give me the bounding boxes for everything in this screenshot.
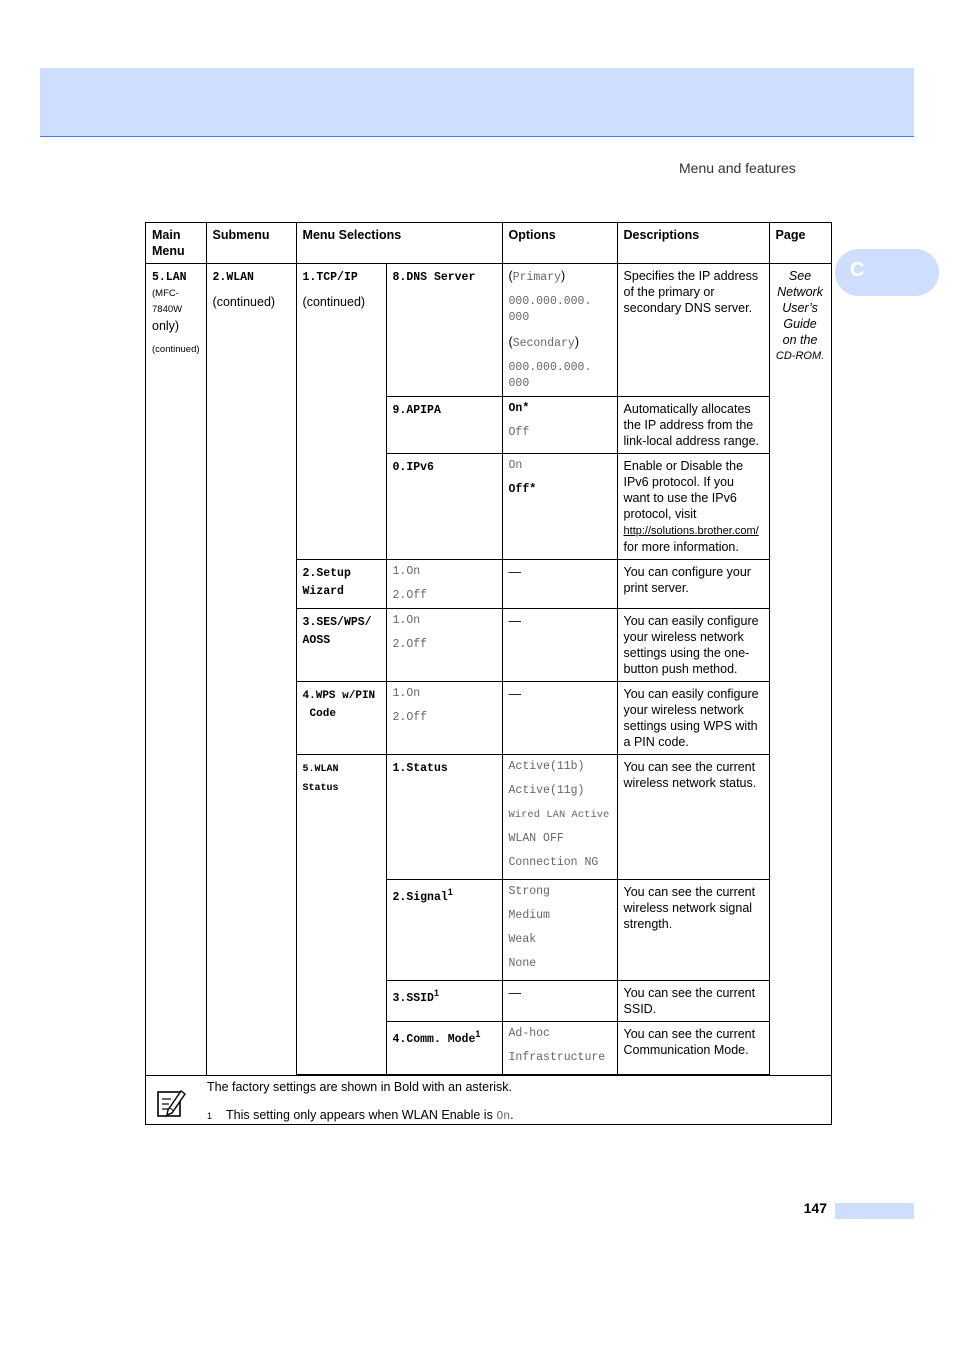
status-option: Active(11b)	[508, 760, 585, 773]
dns-secondary-label: Secondary	[512, 337, 575, 350]
wlan-status-cell	[296, 755, 386, 1075]
setup-wizard-off: 2.Off	[392, 589, 428, 602]
chapter-tab-label: C	[850, 259, 865, 281]
setup-wizard-on: 1.On	[392, 565, 421, 578]
header-band	[40, 68, 914, 137]
tcpip-continued: (continued)	[302, 295, 366, 309]
header-main-menu: Main Menu	[146, 223, 207, 264]
comm-mode-cell	[386, 1022, 502, 1075]
ssid-option: —	[502, 981, 617, 1022]
page-ref-on-the: on the	[782, 333, 818, 347]
ssid-name: 3.SSID	[392, 992, 434, 1006]
dns-server-name: 8.DNS Server	[392, 271, 476, 284]
status-name: 1.Status	[392, 762, 448, 775]
comm-mode-description: You can see the current Communication Mode.	[617, 1022, 769, 1075]
dns-options-cell: (Primary) 000.000.000. 000 (Secondary) 000.000.000. 000	[502, 264, 617, 397]
tcpip-cell	[296, 264, 386, 560]
status-option: Wired LAN Active	[508, 809, 610, 821]
wps-pin-option: —	[502, 682, 617, 755]
table-header-row	[146, 223, 832, 264]
signal-options-cell	[502, 880, 617, 981]
ssid-footnote: 1	[433, 988, 439, 998]
dns-primary-label: Primary	[512, 271, 562, 284]
dns-description: Specifies the IP address of the primary or secondary DNS server.	[617, 264, 769, 397]
page-ref-see: See	[788, 269, 812, 283]
setup-wizard-description: You can configure your print server.	[617, 560, 769, 609]
signal-option: Weak	[508, 933, 537, 946]
apipa-option-off: Off	[508, 426, 530, 439]
table-row	[146, 264, 832, 397]
comm-mode-name: 4.Comm. Mode	[392, 1033, 476, 1047]
header-page: Page	[769, 223, 831, 264]
ses-wps-off: 2.Off	[392, 638, 428, 651]
footnote-period: .	[510, 1108, 514, 1122]
ses-wps-option: —	[502, 609, 617, 682]
ses-wps-name: 3.SES/WPS/	[302, 616, 372, 629]
footnote-value: On	[496, 1110, 511, 1123]
ipv6-description: Enable or Disable the IPv6 protocol. If you want to use the IPv6 protocol, visit	[623, 459, 744, 521]
ipv6-name: 0.IPv6	[392, 461, 434, 474]
signal-name: 2.Signal	[392, 891, 448, 905]
setup-wizard-option: —	[502, 560, 617, 609]
ipv6-description-cell	[617, 454, 769, 560]
apipa-description: Automatically allocates the IP address from the link-local address range.	[617, 397, 769, 454]
running-head: Menu and features	[679, 160, 796, 176]
ses-wps-on: 1.On	[392, 614, 421, 627]
header-options: Options	[502, 223, 617, 264]
apipa-cell	[386, 397, 502, 454]
page-ref-network: Network	[777, 285, 823, 299]
note-factory-settings: The factory settings are shown in Bold with an asterisk.	[207, 1080, 513, 1094]
page-ref-cdrom: CD-ROM.	[775, 350, 825, 362]
menu-table	[145, 222, 832, 1125]
dns-secondary-address-end: 000	[508, 377, 530, 390]
dns-server-cell	[386, 264, 502, 397]
submenu-cell	[206, 264, 296, 1076]
signal-option: None	[508, 957, 537, 970]
model-note-only: only)	[152, 319, 180, 333]
status-options-cell	[502, 755, 617, 880]
note-row	[146, 1076, 832, 1125]
apipa-options-cell	[502, 397, 617, 454]
comm-mode-options-cell	[502, 1022, 617, 1075]
status-option: WLAN OFF	[508, 832, 564, 845]
status-cell	[386, 755, 502, 880]
page-number: 147	[803, 1200, 827, 1216]
chapter-tab	[835, 249, 939, 296]
wps-pin-on: 1.On	[392, 687, 421, 700]
footnote-text: This setting only appears when WLAN Enable is	[226, 1108, 493, 1122]
dns-primary-address: 000.000.000.	[508, 295, 592, 308]
comm-mode-option: Infrastructure	[508, 1051, 606, 1064]
setup-wizard-cell	[296, 560, 386, 609]
comm-mode-option: Ad-hoc	[508, 1027, 550, 1040]
ssid-cell	[386, 981, 502, 1022]
ipv6-option-off: Off*	[508, 483, 537, 496]
setup-wizard-selections	[386, 560, 502, 609]
apipa-name: 9.APIPA	[392, 404, 441, 417]
header-descriptions: Descriptions	[617, 223, 769, 264]
signal-option: Strong	[508, 885, 550, 898]
page-ref-guide: Guide	[783, 317, 817, 331]
ses-wps-name-2: AOSS	[302, 634, 331, 647]
comm-mode-footnote: 1	[475, 1029, 481, 1039]
dns-primary-address-end: 000	[508, 311, 530, 324]
apipa-option-on: On*	[508, 402, 530, 415]
footnote-mark: 1	[207, 1111, 213, 1121]
note-pencil-icon	[156, 1088, 186, 1118]
tcpip-name: 1.TCP/IP	[302, 271, 358, 284]
page-reference-cell	[769, 264, 831, 1076]
header-menu-selections: Menu Selections	[296, 223, 502, 264]
main-menu-name: 5.LAN	[152, 271, 187, 284]
wps-pin-off: 2.Off	[392, 711, 428, 724]
signal-description: You can see the current wireless network signal strength.	[617, 880, 769, 981]
main-menu-cell	[146, 264, 207, 1076]
setup-wizard-name: 2.Setup	[302, 567, 351, 580]
wps-pin-name: 4.WPS w/PIN	[302, 690, 376, 702]
submenu-name: 2.WLAN	[212, 271, 254, 284]
solutions-link[interactable]: http://solutions.brother.com/	[623, 525, 759, 537]
ses-wps-description: You can easily configure your wireless network settings using the one-button push method.	[617, 609, 769, 682]
wps-pin-name-2: Code	[309, 708, 336, 720]
note-cell	[146, 1076, 832, 1125]
dns-secondary-address: 000.000.000.	[508, 361, 592, 374]
signal-cell	[386, 880, 502, 981]
status-option: Connection NG	[508, 856, 599, 869]
submenu-continued: (continued)	[212, 295, 276, 309]
status-description: You can see the current wireless network status.	[617, 755, 769, 880]
setup-wizard-name-2: Wizard	[302, 585, 344, 598]
page-number-bar	[835, 1203, 914, 1219]
header-submenu: Submenu	[206, 223, 296, 264]
ipv6-cell	[386, 454, 502, 560]
status-option: Active(11g)	[508, 784, 585, 797]
ipv6-description-end: for more information.	[623, 540, 739, 554]
wps-pin-description: You can easily configure your wireless network settings using WPS with a PIN code.	[617, 682, 769, 755]
wlan-status-name: 5.WLAN Status	[302, 764, 339, 794]
note-footnote	[207, 1107, 514, 1125]
ses-wps-cell	[296, 609, 386, 682]
ses-wps-selections	[386, 609, 502, 682]
page-ref-users: User’s	[782, 301, 818, 315]
signal-footnote: 1	[447, 887, 453, 897]
main-menu-continued: (continued)	[152, 344, 200, 355]
ipv6-option-on: On	[508, 459, 523, 472]
ipv6-options-cell	[502, 454, 617, 560]
wps-pin-cell	[296, 682, 386, 755]
ssid-description: You can see the current SSID.	[617, 981, 769, 1022]
model-note: (MFC-7840W	[152, 288, 183, 315]
signal-option: Medium	[508, 909, 550, 922]
wps-pin-selections	[386, 682, 502, 755]
